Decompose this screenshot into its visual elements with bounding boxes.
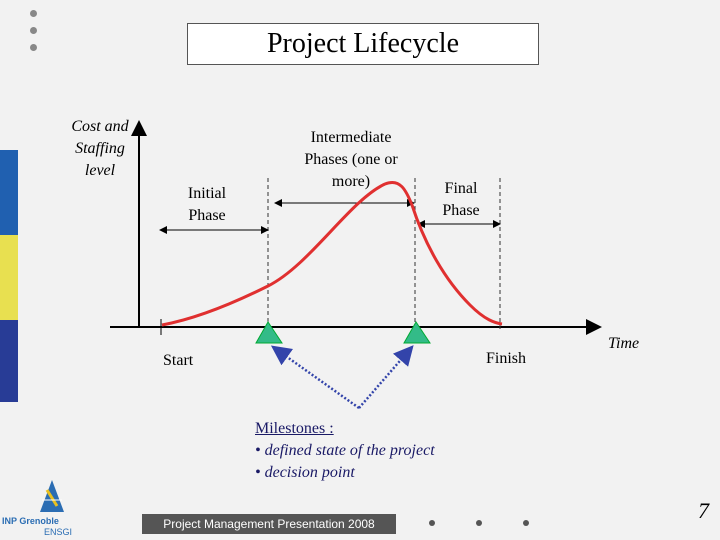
- final-phase-label: Final Phase: [442, 180, 480, 219]
- start-label: Start: [163, 352, 194, 369]
- milestone-marker: [256, 322, 282, 343]
- y-axis-label: Cost and Staffing level: [71, 118, 129, 179]
- logo: [40, 480, 64, 512]
- x-axis-label: Time: [608, 335, 640, 352]
- initial-phase-label: Initial Phase: [187, 185, 227, 224]
- decor-dot: [429, 520, 435, 526]
- logo-text: INP Grenoble: [2, 516, 59, 526]
- page-title: Project Lifecycle: [187, 23, 539, 65]
- milestones-item: • decision point: [255, 464, 355, 481]
- milestone-marker: [404, 322, 430, 343]
- decor-dot: [523, 520, 529, 526]
- milestones-legend: [255, 418, 435, 484]
- milestones-heading: Milestones :: [255, 420, 334, 437]
- footer-caption: Project Management Presentation 2008: [142, 514, 396, 534]
- page-number: 7: [698, 498, 709, 523]
- intermediate-phase-label: Intermediate Phases (one or more): [304, 129, 398, 190]
- milestone-pointer: [359, 347, 412, 408]
- milestone-pointer: [273, 347, 359, 408]
- decor-dot: [476, 520, 482, 526]
- finish-label: Finish: [486, 350, 527, 367]
- milestones-item: • defined state of the project: [255, 442, 435, 459]
- logo-subtext: ENSGI: [44, 527, 73, 537]
